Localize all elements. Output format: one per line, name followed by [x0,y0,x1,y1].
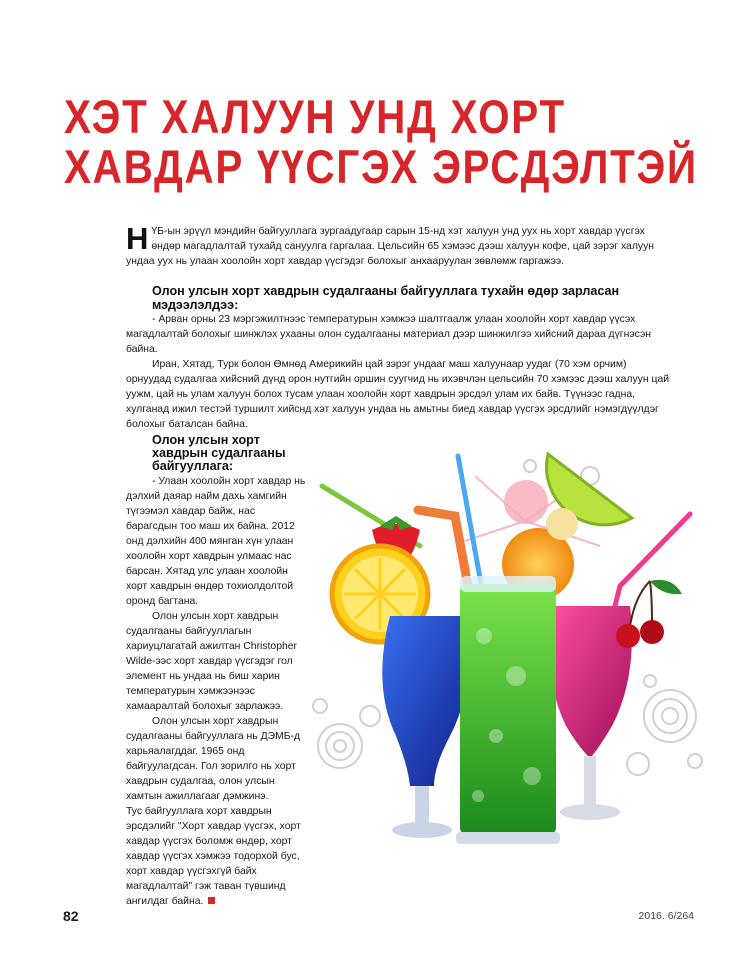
section-1-title: Олон улсын хорт хавдрын судалгааны байгууллага тухайн өдөр зарласан мэдээлэлдээ: [152,284,620,312]
issue-label: 2016. 6/264 [638,910,694,922]
section-2-paragraph-1: - Улаан хоолойн хорт хавдар нь дэлхий даяар найм дахь хамгийн түгээмэл хавдар байж, нас барагсдын тоо маш их байна. 2012 онд дэлхийн 400 мянган хүн улаан хоолойн хорт хавдрын улмаас нас барсан. Хятад улс улаан хоолойн хорт хавдрын өндөр тохиолдолтой оронд багтана. [126,476,306,607]
page-number: 82 [63,908,79,924]
blue-cocktail-glass [382,616,470,838]
section-1-paragraph-1: - Арван орны 23 мэргэжилтнээс температурын хэмжээ шалтгаалж улаан хоолойн хорт хавдар үүсэх магадлалтай болохыг шинжлэх ухааны олон судалгааны материал дээр шинжилгээ хийсний дараа дүгнэсэн байна. [126,314,651,355]
pink-umbrella-decoration [504,480,548,524]
intro-text: ҮБ-ын эрүүл мэндийн байгууллага зургаадугаар сарын 15-нд хэт халуун унд уух нь хорт хавдар үүсгэх өндөр магадлалтай тухайд сануулга гаргалаа. Цельсийн 65 хэмээс дээш халуун кофе, цай зэрэг халуун ундаа уух нь улаан хоолойн хорт хавдар үүсгэдэг болохыг анхааруулан зөвлөмж гаргажээ. [126,226,655,267]
lemon-piece-decoration [546,508,578,540]
intro-paragraph [126,221,674,269]
section-2-title-line-3: байгууллага: [152,459,234,473]
headline [64,90,698,193]
section-2-title-line-2: хавдрын судалгааны [152,446,286,460]
section-2-body [126,474,306,909]
section-2-paragraph-3: Олон улсын хорт хавдрын судалгааны байгууллага нь ДЭМБ-д харьяалагддаг. 1965 онд байгуулагдсан. Гол зорилго нь хорт хавдрын судалгаа, олон улсын хамтын ажиллагааг дэмжинэ. [126,716,301,802]
section-2-paragraph-4-text: Тус байгууллага хорт хавдрын эрсдэлийг "Хорт хавдар үүсгэх, хорт хавдар үүсгэх боломж өндөр, хорт хавдар үүсгэх хэмжээ тодорхой бус, хорт хавдар үүсгэхгүй байх магадлалтай" гэж таван түвшинд ангилдаг байна. [126,806,301,907]
section-2-title-line-1: Олон улсын хорт [152,433,260,447]
section-1-paragraph-2: Иран, Хятад, Турк болон Өмнөд Америкийн цай зэрэг ундааг маш халуунаар уудаг (70 хэм орчим) орнуудад судалгаа хийсний дүнд орон нутгийн оршин суугчид нь ихэвчлэн цельсийн 70 хэмээс дээш халуун цай уужм, цай нь улам халуун болох тусам улаан хоолойн хорт хавдрын эрсдэл улам их байв. Түүнээс гадна, хулганад ижил тестэй туршилт хийснд хэт халуун ундаа нь амьтны биед хавдар үүсгэх эрсдлийг нэмэгдүүлдэг болохыг баталсан байна. [126,359,670,430]
cocktails-illustration [300,446,710,886]
headline-line-1: ХЭТ ХАЛУУН УНД ХОРТ [64,90,566,143]
drop-cap: Н [126,221,149,256]
green-cocktail-glass [456,576,560,844]
section-2-paragraph-2: Олон улсын хорт хавдрын судалгааны байгууллагын хариуцлагатай ажилтан Christopher Wilde-ээс хорт хавдар үүсгэдэг гол элемент нь ундаа нь биш харин температурын хэмжээнээс хамааралтай болохыг зарлажээ. [126,611,298,712]
end-mark-icon [208,897,215,904]
section-2-paragraph-4 [126,804,306,909]
section-2-title [152,434,302,473]
headline-line-2: ХАВДАР ҮҮСГЭХ ЭРСДЭЛТЭЙ [64,140,698,193]
section-1-body [126,312,672,432]
